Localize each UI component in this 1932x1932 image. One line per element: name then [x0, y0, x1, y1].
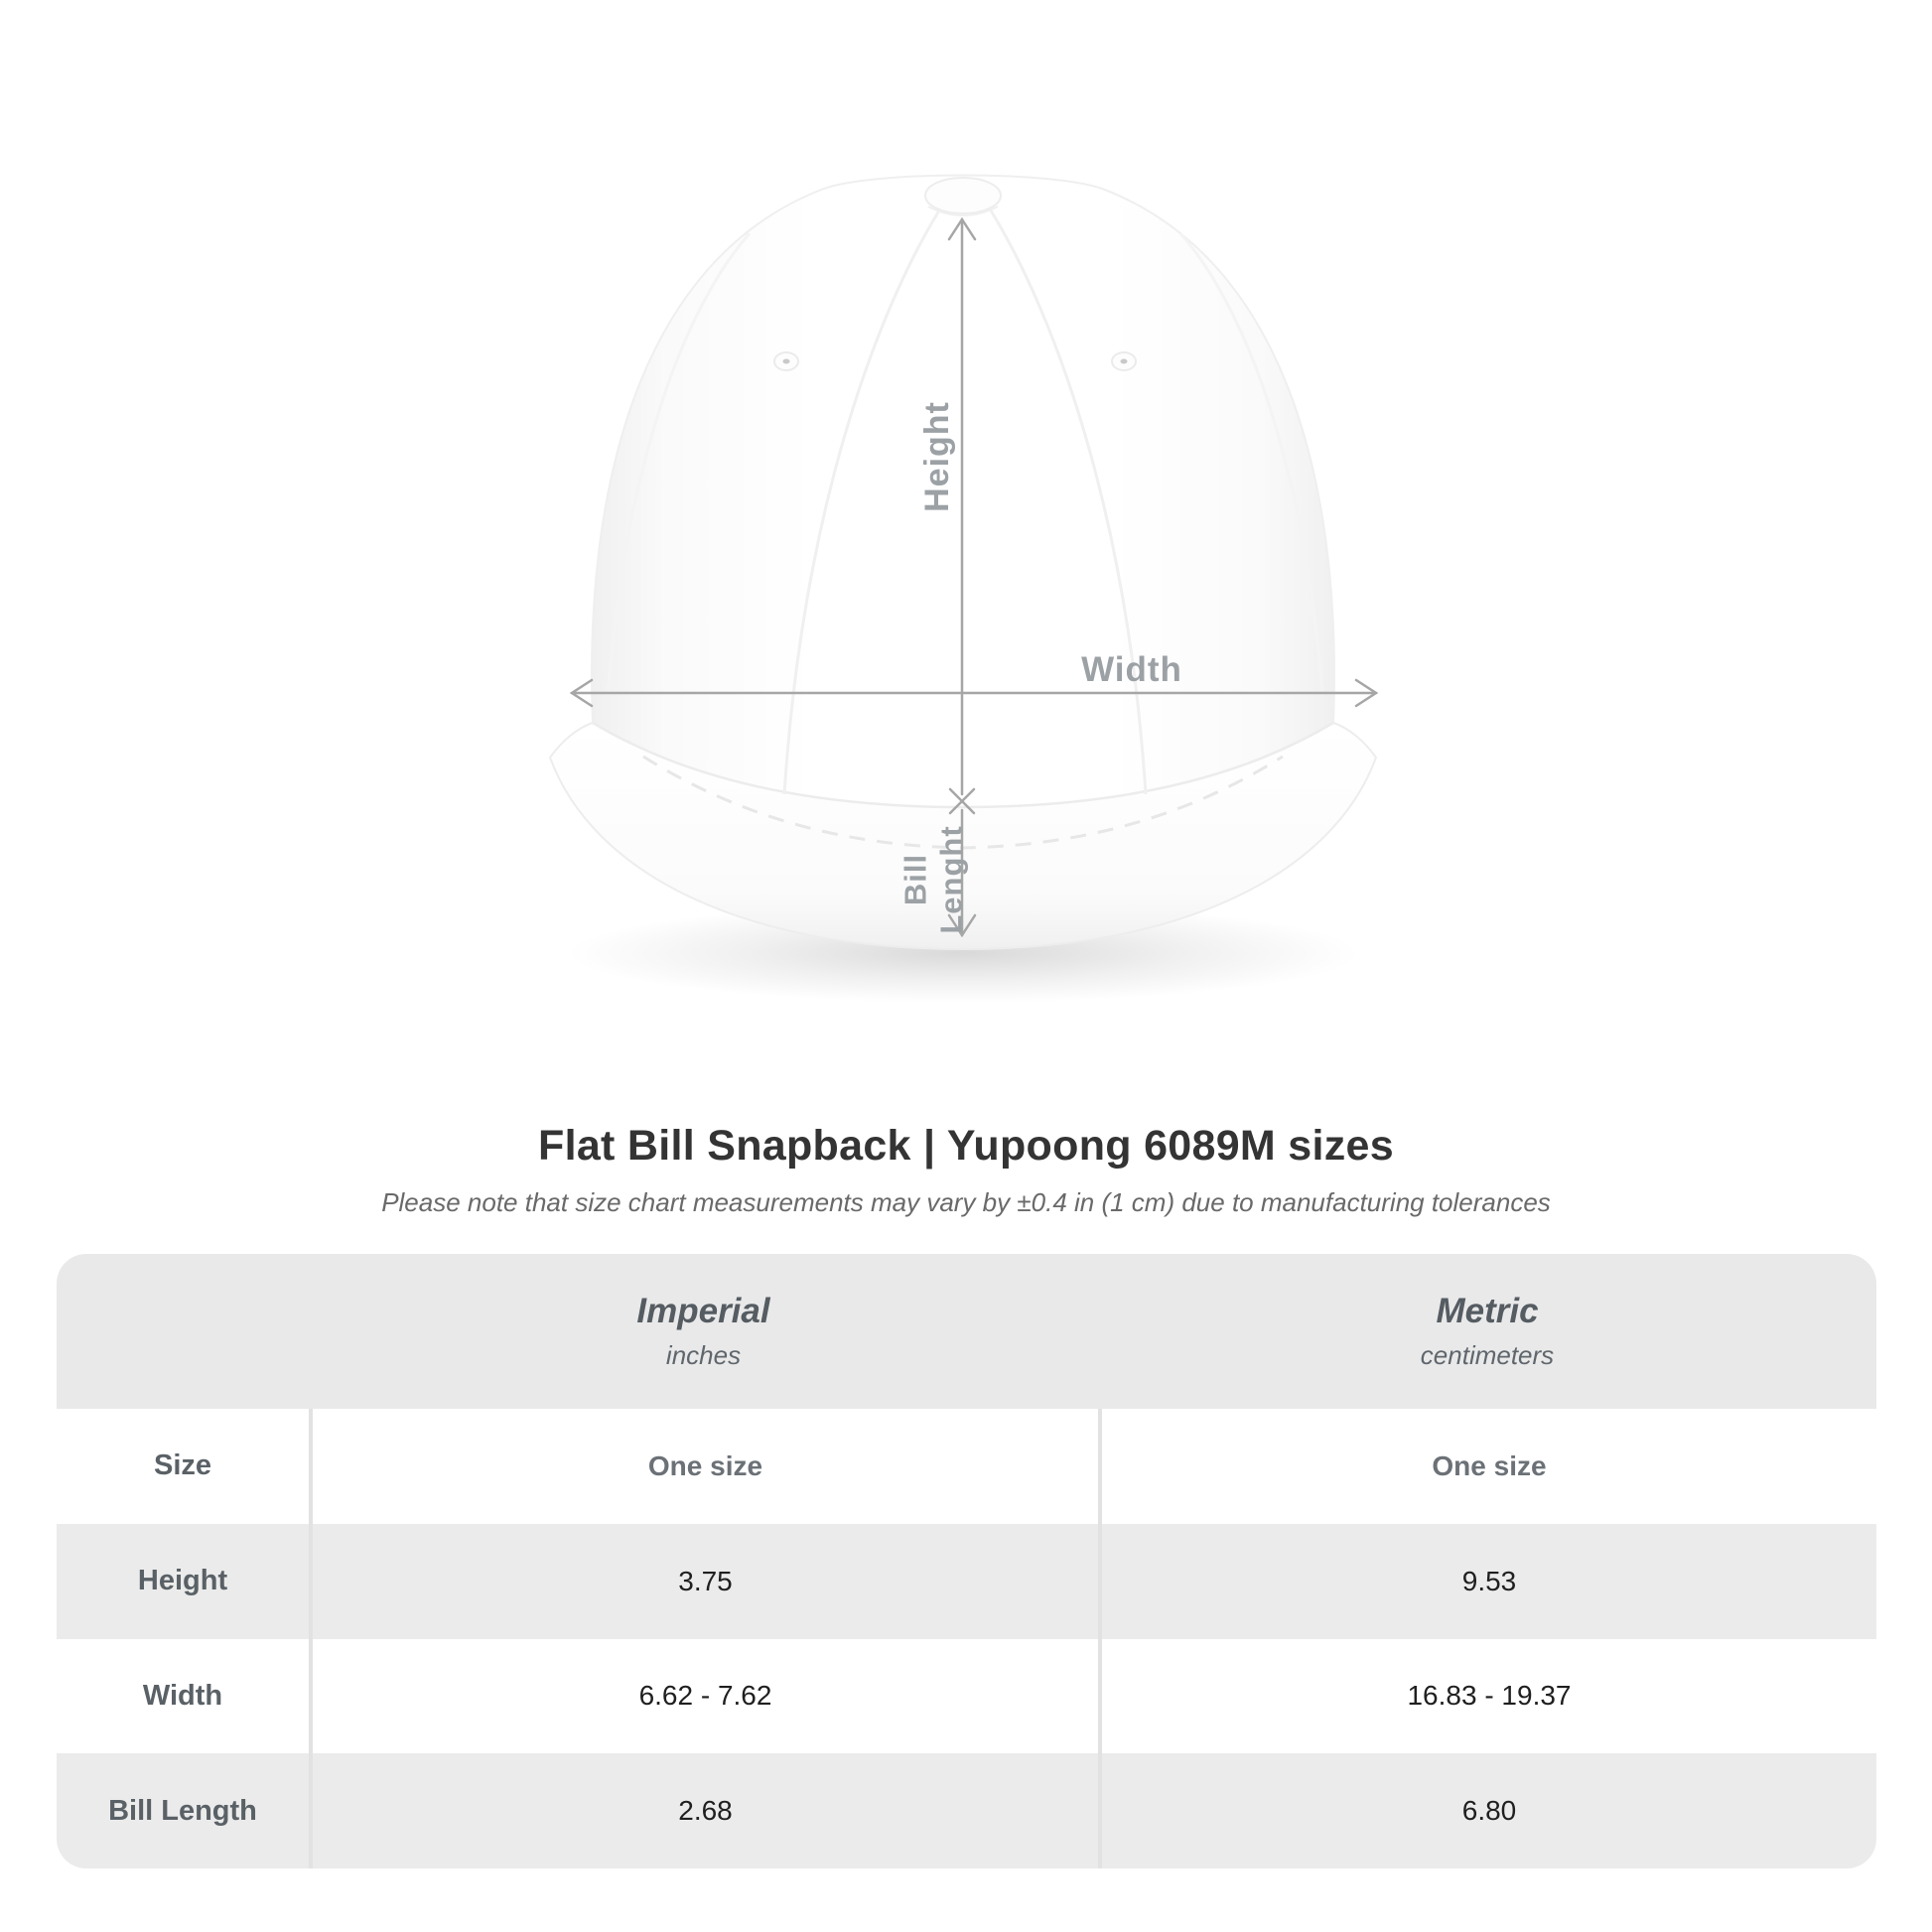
height-imperial-value: 3.75	[678, 1565, 733, 1596]
size-metric-value: One size	[1432, 1449, 1547, 1481]
size-table	[57, 1254, 1876, 1868]
table-row-height	[57, 1524, 1876, 1639]
table-row-bill-length	[57, 1753, 1876, 1868]
bill-length-label-line1: Bill	[897, 853, 933, 906]
width-metric-value: 16.83 - 19.37	[1407, 1680, 1572, 1712]
column-header-metric	[1098, 1254, 1876, 1409]
eyelet-right	[1112, 352, 1136, 370]
row-label-bill-length: Bill Length	[108, 1794, 257, 1827]
imperial-label: Imperial	[636, 1292, 770, 1330]
size-imperial-value: One size	[647, 1449, 763, 1481]
width-label: Width	[1081, 650, 1182, 689]
row-label-height: Height	[137, 1565, 228, 1597]
row-label-size: Size	[153, 1449, 212, 1482]
metric-unit-label: centimeters	[1420, 1340, 1555, 1370]
width-imperial-value: 6.62 - 7.62	[638, 1680, 772, 1712]
bill-length-metric-value: 6.80	[1461, 1795, 1517, 1827]
column-header-imperial	[309, 1254, 1098, 1409]
bill-length-label-line2: Lenght	[933, 825, 969, 934]
table-header	[57, 1254, 1876, 1409]
row-label-width: Width	[142, 1679, 223, 1712]
page-title: Flat Bill Snapback | Yupoong 6089M sizes	[538, 1122, 1394, 1170]
height-label: Height	[918, 401, 956, 512]
header-spacer	[57, 1254, 309, 1409]
table-body	[57, 1409, 1876, 1868]
table-row-width	[57, 1639, 1876, 1754]
hat-button	[925, 178, 1001, 213]
bill-length-imperial-value: 2.68	[678, 1795, 733, 1827]
table-row-size	[57, 1409, 1876, 1524]
eyelet-left	[774, 352, 798, 370]
imperial-unit-label: inches	[665, 1340, 742, 1370]
metric-label: Metric	[1436, 1292, 1539, 1330]
page-subtitle: Please note that size chart measurements may vary by ±0.4 in (1 cm) due to manufacturing tolerances	[381, 1187, 1551, 1217]
height-metric-value: 9.53	[1461, 1565, 1517, 1596]
